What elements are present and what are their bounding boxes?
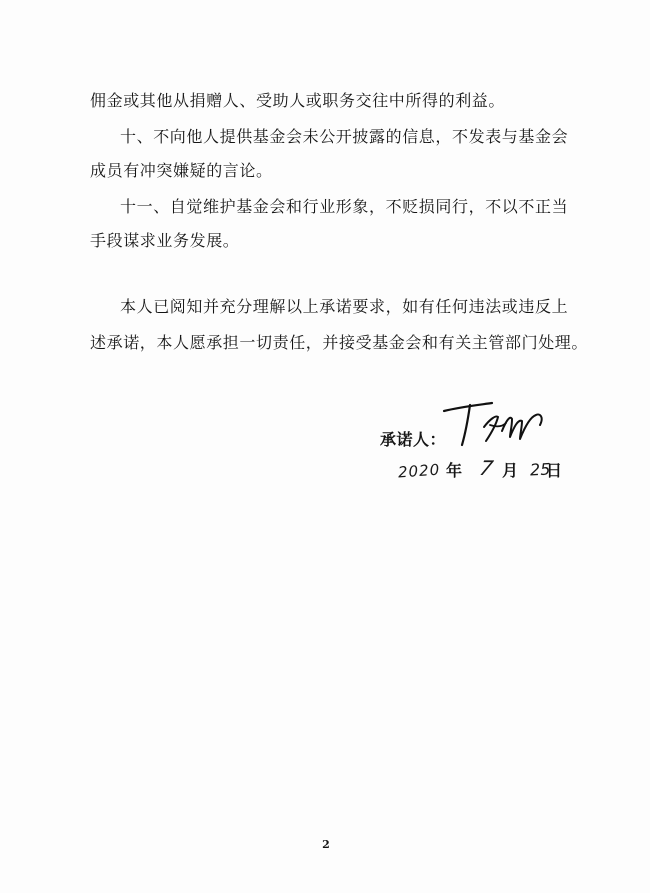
date-day-handwritten: 25 xyxy=(529,459,551,480)
paragraph-line: 本人已阅知并充分理解以上承诺要求，如有任何违法或违反上 xyxy=(120,297,569,316)
signer-label: 承诺人： xyxy=(380,430,447,449)
date-month-handwritten: 7 xyxy=(477,456,496,480)
paragraph-line: 手段谋求业务发展。 xyxy=(90,231,240,250)
date-year-handwritten: 2020 xyxy=(397,460,441,482)
paragraph-line: 十一、自觉维护基金会和行业形象，不贬损同行，不以不正当 xyxy=(120,197,569,216)
paragraph-line: 佣金或其他从捐赠人、受助人或职务交往中所得的利益。 xyxy=(90,91,506,110)
handwritten-signature xyxy=(440,397,550,453)
paragraph-line: 述承诺，本人愿承担一切责任，并接受基金会和有关主管部门处理。 xyxy=(90,333,589,352)
date-year-unit: 年 xyxy=(446,461,463,480)
paragraph-line: 十、不向他人提供基金会未公开披露的信息，不发表与基金会 xyxy=(120,127,569,146)
date-month-unit: 月 xyxy=(502,461,519,480)
date-day-unit: 日 xyxy=(546,461,563,480)
signing-date xyxy=(0,450,650,490)
page-number: 2 xyxy=(322,838,330,851)
paragraph-line: 成员有冲突嫌疑的言论。 xyxy=(90,161,273,180)
